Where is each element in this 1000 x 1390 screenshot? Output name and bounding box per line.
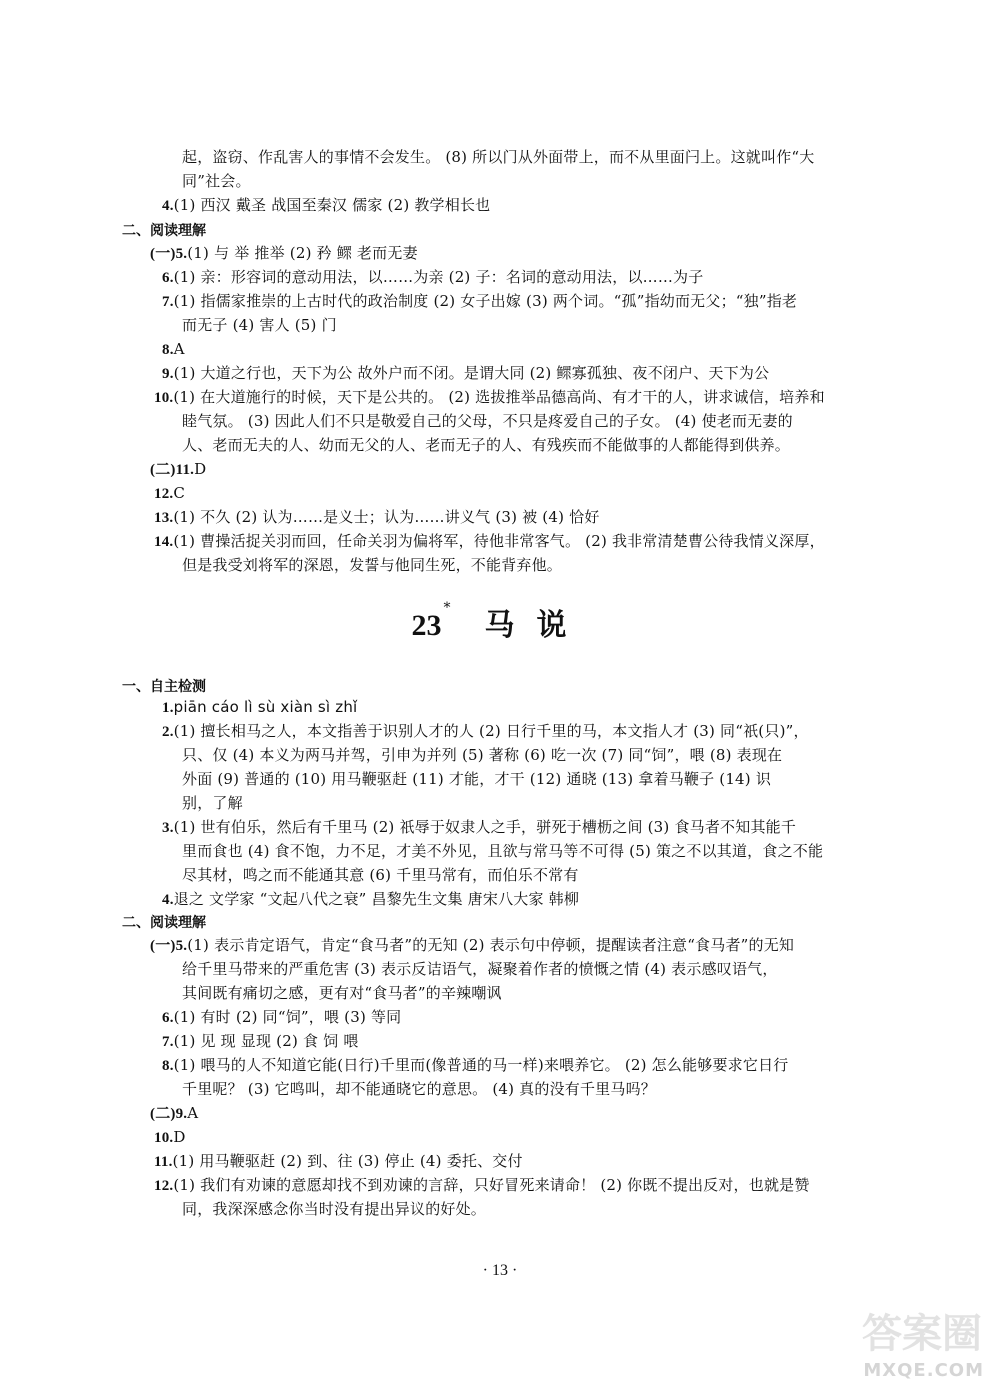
item-text: (1) 表示肯定语气，肯定“食马者”的无知 (2) 表示句中停顿，提醒读者注意“食马者”的无知 [187, 936, 795, 954]
item-number: 12. [154, 486, 174, 502]
subpart-label: (一) [150, 938, 176, 954]
item-text: (1) 西汉 戴圣 战国至秦汉 儒家 (2) 教学相长也 [173, 196, 491, 214]
item-number: 1. [162, 700, 174, 716]
subpart-label: (二) [150, 462, 176, 478]
item-text: A [173, 340, 185, 358]
item-number: 6. [162, 270, 174, 286]
pinyin-text: piān cáo lì sù xiàn sì zhǐ [173, 698, 358, 716]
lesson-title [0, 600, 1000, 650]
lesson-number: 23 [411, 609, 442, 642]
item-number: 3. [162, 820, 174, 836]
item-text-continued: 给千里马带来的严重危害 (3) 表示反诘语气，凝聚着作者的愤慨之情 (4) 表示感叹语气， [182, 960, 778, 978]
item-number: 9. [175, 1106, 188, 1122]
answer-item [162, 720, 809, 743]
item-text: D [194, 460, 207, 478]
item-number: 7. [162, 1034, 174, 1050]
item-text: (1) 喂马的人不知道它能(日行)千里而(像普通的马一样)来喂养它。 (2) 怎么能够要求它日行 [173, 1056, 789, 1074]
item-text: (1) 我们有劝谏的意愿却找不到劝谏的言辞，只好冒死来请命！ (2) 你既不提出反对，也就是赞 [173, 1176, 810, 1194]
answer-item [150, 1102, 198, 1125]
item-number: 14. [154, 534, 174, 550]
item-text: A [187, 1104, 199, 1122]
answer-item [162, 696, 357, 719]
item-text: (1) 擅长相马之人，本文指善于识别人才的人 (2) 日行千里的马，本文指人才 (3) 同“祇(只)”， [173, 722, 809, 740]
item-text: (1) 曹操活捉关羽而回，任命关羽为偏将军，待他非常客气。 (2) 我非常清楚曹公待我情义深厚， [173, 532, 825, 550]
item-number: 9. [162, 366, 174, 382]
subpart-label: (二) [150, 1106, 176, 1122]
continuation-line: 起，盗窃、作乱害人的事情不会发生。 (8) 所以门从外面带上，而不从里面闩上。这就叫作“大 [182, 148, 815, 166]
item-number: 10. [154, 1130, 174, 1146]
item-text: (1) 不久 (2) 认为……是义士；认为……讲义气 (3) 被 (4) 恰好 [173, 508, 600, 526]
item-text-continued: 但是我受刘将军的深恩，发誓与他同生死，不能背弃他。 [182, 556, 563, 574]
section-heading: 一、自主检测 [122, 679, 206, 695]
item-number: 5. [175, 246, 188, 262]
item-text: (1) 见 现 显现 (2) 食 饲 喂 [173, 1032, 359, 1050]
page-number: · 13 · [482, 1262, 518, 1279]
item-number: 11. [175, 462, 195, 478]
item-text: (1) 世有伯乐，然后有千里马 (2) 祇辱于奴隶人之手，骈死于槽枥之间 (3) 食马者不知其能千 [173, 818, 797, 836]
item-text-continued: 只、仅 (4) 本义为两马并驾，引申为并列 (5) 著称 (6) 吃一次 (7) 同“饲”，喂 (8) 表现在 [182, 746, 783, 764]
item-text: C [173, 484, 186, 502]
answer-item [150, 458, 206, 481]
answer-item [154, 1174, 810, 1197]
item-text: (1) 大道之行也，天下为公 故外户而不闭。是谓大同 (2) 鳏寡孤独、夜不闭户、天下为公 [173, 364, 770, 382]
answer-item [154, 530, 825, 553]
item-text-continued: 别，了解 [182, 794, 243, 812]
watermark-logo: 答案圈 [862, 1311, 982, 1357]
section-heading: 二、阅读理解 [122, 915, 206, 931]
subpart-label: (一) [150, 246, 176, 262]
item-text: (1) 与 举 推举 (2) 矜 鳏 老而无妻 [187, 244, 418, 262]
item-number: 6. [162, 1010, 174, 1026]
item-number: 4. [162, 892, 174, 908]
item-number: 5. [175, 938, 188, 954]
item-number: 11. [154, 1154, 173, 1170]
answer-item [154, 482, 185, 505]
item-text-continued: 千里呢？ (3) 它鸣叫，却不能通晓它的意思。 (4) 真的没有千里马吗？ [182, 1080, 656, 1098]
lesson-mark: * [443, 600, 451, 616]
item-number: 2. [162, 724, 174, 740]
item-text: 退之 文学家 “文起八代之衰” 昌黎先生文集 唐宋八大家 韩柳 [173, 890, 580, 908]
answer-item [162, 338, 185, 361]
item-text: D [173, 1128, 186, 1146]
item-text: (1) 用马鞭驱赶 (2) 到、往 (3) 停止 (4) 委托、交付 [172, 1152, 523, 1170]
answer-item [150, 934, 794, 957]
item-text-continued: 睦气氛。 (3) 因此人们不只是敬爱自己的父母，不只是疼爱自己的子女。 (4) 使老而无妻的 [182, 412, 793, 430]
item-text: (1) 指儒家推崇的上古时代的政治制度 (2) 女子出嫁 (3) 两个词。“孤”指幼而无父；“独”指老 [173, 292, 798, 310]
answer-item [162, 888, 579, 911]
item-text-continued: 同，我深深感念你当时没有提出异议的好处。 [182, 1200, 487, 1218]
answer-item [162, 1054, 788, 1077]
item-number: 7. [162, 294, 174, 310]
answer-item [162, 362, 769, 385]
item-number: 8. [162, 1058, 174, 1074]
item-number: 4. [162, 198, 174, 214]
answer-item [162, 816, 796, 839]
item-number: 12. [154, 1178, 174, 1194]
answer-item [162, 1006, 401, 1029]
item-text-continued: 里而食也 (4) 食不饱，力不足，才美不外见，且欲与常马等不可得 (5) 策之不以其道，食之不能 [182, 842, 824, 860]
item-number: 10. [154, 390, 174, 406]
lesson-name: 马说 [484, 608, 589, 643]
watermark [830, 1300, 990, 1385]
answer-item [150, 242, 418, 265]
item-text: (1) 亲：形容词的意动用法，以……为亲 (2) 子：名词的意动用法，以……为子 [173, 268, 704, 286]
item-number: 13. [154, 510, 174, 526]
answer-item [162, 194, 490, 217]
item-text: (1) 在大道施行的时候，天下是公共的。 (2) 选拔推举品德高尚、有才干的人，讲求诚信，培养和 [173, 388, 825, 406]
item-text: (1) 有时 (2) 同“饲”，喂 (3) 等同 [173, 1008, 402, 1026]
answer-item [154, 506, 600, 529]
item-text-continued: 人、老而无夫的人、幼而无父的人、老而无子的人、有残疾而不能做事的人都能得到供养。 [182, 436, 791, 454]
answer-item [154, 1126, 186, 1149]
answer-item [154, 386, 825, 409]
answer-item [162, 290, 797, 313]
item-number: 8. [162, 342, 174, 358]
item-text-continued: 其间既有痛切之感，更有对“食马者”的辛辣嘲讽 [182, 984, 502, 1002]
item-text-continued: 而无子 (4) 害人 (5) 门 [182, 316, 337, 334]
watermark-url: MXQE.COM [863, 1360, 984, 1381]
continuation-line: 同”社会。 [182, 172, 251, 190]
item-text-continued: 尽其材，鸣之而不能通其意 (6) 千里马常有，而伯乐不常有 [182, 866, 579, 884]
answer-item [162, 266, 703, 289]
answer-item [162, 1030, 359, 1053]
answer-item [154, 1150, 523, 1173]
section-heading: 二、阅读理解 [122, 223, 206, 239]
item-text-continued: 外面 (9) 普通的 (10) 用马鞭驱赶 (11) 才能，才干 (12) 通晓 (13) 拿着马鞭子 (14) 识 [182, 770, 772, 788]
